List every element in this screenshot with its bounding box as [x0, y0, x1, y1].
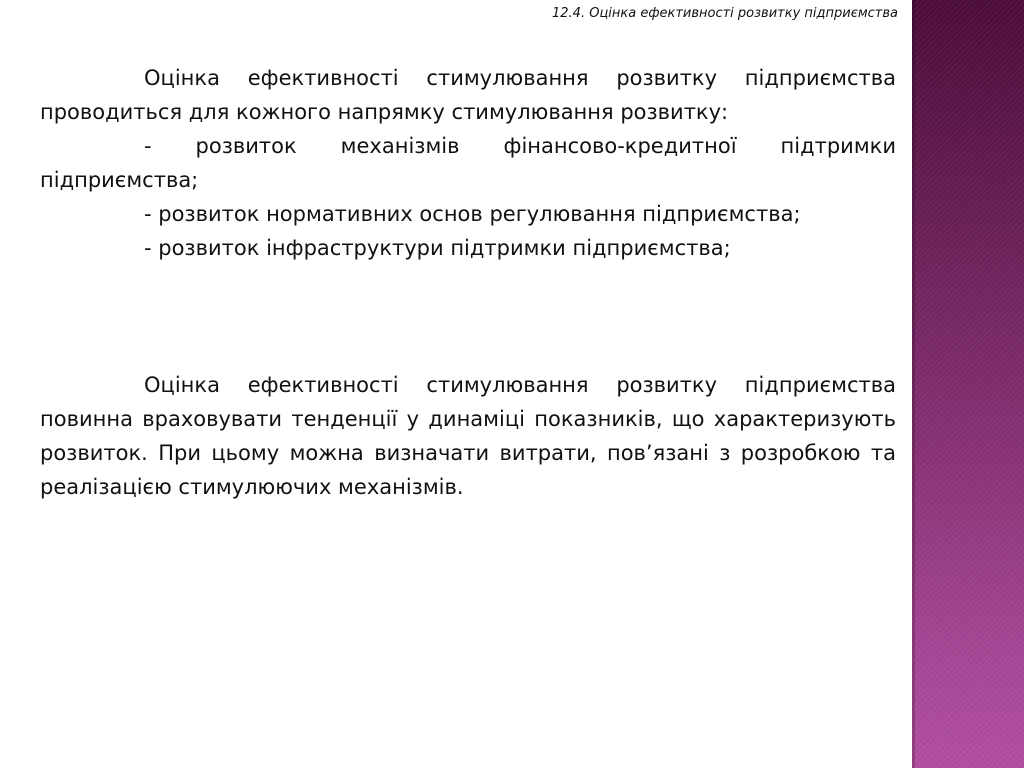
- evaluation-paragraph: Оцінка ефективності стимулювання розвитку підприємства повинна враховувати тенденції у динаміці показників, що характеризують розвиток. При цьому можна визначати витрати, пов’язані з розробкою та реалізацією стимулюючих механізмів.: [40, 373, 896, 499]
- side-strip-texture: [912, 0, 1024, 768]
- text-block-stimulation-directions: [40, 61, 896, 265]
- decorative-side-strip: [912, 0, 1024, 768]
- header-title: 12.4. Оцінка ефективності розвитку підприємства: [552, 6, 898, 21]
- intro-paragraph: Оцінка ефективності стимулювання розвитку підприємства проводиться для кожного напрямку стимулювання розвитку:: [40, 66, 896, 124]
- text-block-evaluation: [40, 368, 896, 504]
- bullet-support-infrastructure: - розвиток інфраструктури підтримки підприємства;: [144, 236, 731, 260]
- bullet-financial-credit-support: - розвиток механізмів фінансово-кредитної підтримки підприємства;: [40, 134, 896, 192]
- bullet-regulatory-framework: - розвиток нормативних основ регулювання підприємства;: [144, 202, 801, 226]
- side-strip-edge: [912, 0, 915, 768]
